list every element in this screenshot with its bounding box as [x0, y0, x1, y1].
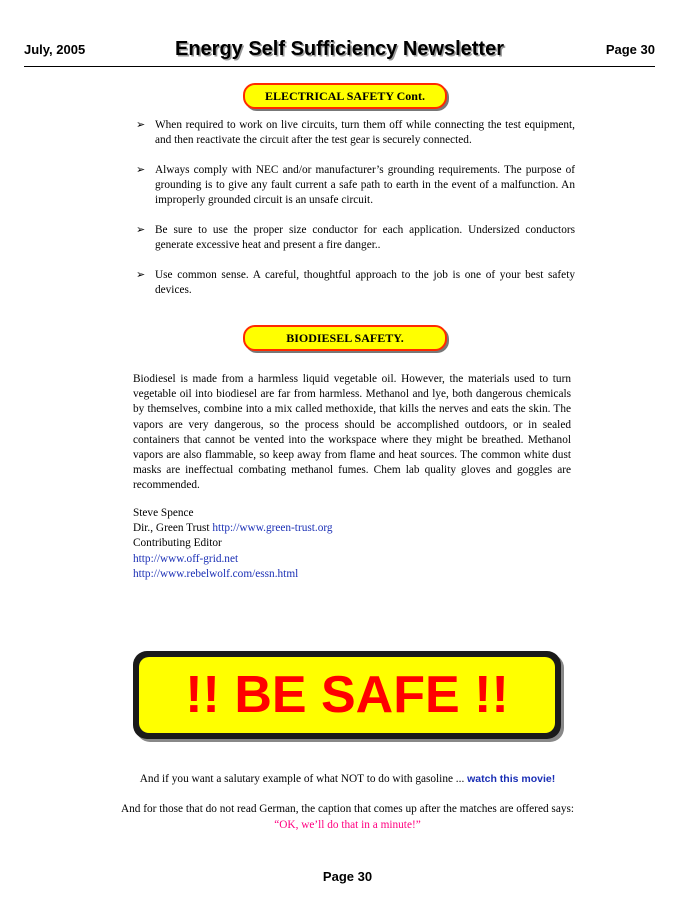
header-date: July, 2005 — [24, 42, 86, 57]
bullet-text: Be sure to use the proper size conductor for each application. Undersized conductors generate excessive heat and present a fire danger.. — [155, 224, 575, 251]
german-caption-intro: And for those that do not read German, the caption that comes up after the matches are offered says: — [120, 803, 575, 815]
gasoline-example-text: And if you want a salutary example of what NOT to do with gasoline ... — [139, 773, 468, 785]
page-header — [24, 38, 655, 67]
list-item — [133, 223, 575, 253]
header-page-number: Page 30 — [605, 42, 655, 57]
bullet-text: When required to work on live circuits, turn them off while connecting the test equipment, and then reactivate the circuit after the test gear is securely connected. — [155, 119, 575, 146]
author-role: Contributing Editor — [133, 537, 222, 550]
green-trust-link[interactable]: http://www.green-trust.org — [212, 522, 333, 535]
author-signature — [133, 506, 333, 582]
list-item — [133, 268, 575, 298]
arrow-bullet-icon: ➢ — [136, 224, 146, 236]
newsletter-title: Energy Self Sufficiency Newsletter — [174, 38, 504, 60]
bullet-text: Always comply with NEC and/or manufacturer’s grounding requirements. The purpose of grounding is to give any fault current a safe path to earth in the event of a malfunction. An improperly grounded circuit is an unsafe circuit. — [155, 164, 575, 206]
watch-movie-link[interactable]: watch this movie! — [467, 773, 556, 785]
footer-page-number: Page 30 — [322, 869, 373, 884]
rebelwolf-link[interactable]: http://www.rebelwolf.com/essn.html — [133, 567, 299, 580]
be-safe-banner — [133, 651, 561, 739]
biodiesel-paragraph: Biodiesel is made from a harmless liquid vegetable oil. However, the materials used to turn vegetable oil into biodiesel are far from harmless. Methanol and lye, both dangerous chemicals by themselves, combine into a mix called methoxide, that kills the nerves and eats the skin. The vapors are very dangerous, so the process should be accomplished outdoors, or in sealed containers that cannot be vented into the workspace where they might be breathed. Methanol vapors are also flammable, so keep away from flame and heat sources. The common white dust masks are ineffectual combating methanol fumes. Chem lab quality gloves and goggles are recommended. — [133, 373, 571, 492]
arrow-bullet-icon: ➢ — [136, 164, 146, 176]
author-name: Steve Spence — [133, 507, 194, 519]
gasoline-example-line — [0, 773, 695, 785]
list-item — [133, 163, 575, 208]
biodiesel-safety-heading: BIODIESEL SAFETY. — [243, 325, 447, 351]
be-safe-text: !! BE SAFE !! — [139, 657, 555, 733]
bullet-text: Use common sense. A careful, thoughtful approach to the job is one of your best safety devices. — [155, 269, 575, 296]
author-title-prefix: Dir., Green Trust — [133, 522, 213, 535]
arrow-bullet-icon: ➢ — [136, 269, 146, 281]
off-grid-link[interactable]: http://www.off-grid.net — [133, 552, 239, 565]
electrical-safety-list — [133, 118, 575, 313]
caption-quote: “OK, we’ll do that in a minute!” — [274, 819, 421, 831]
author-title — [133, 521, 333, 536]
list-item — [133, 118, 575, 148]
electrical-safety-heading: ELECTRICAL SAFETY Cont. — [243, 83, 447, 109]
arrow-bullet-icon: ➢ — [136, 119, 146, 131]
